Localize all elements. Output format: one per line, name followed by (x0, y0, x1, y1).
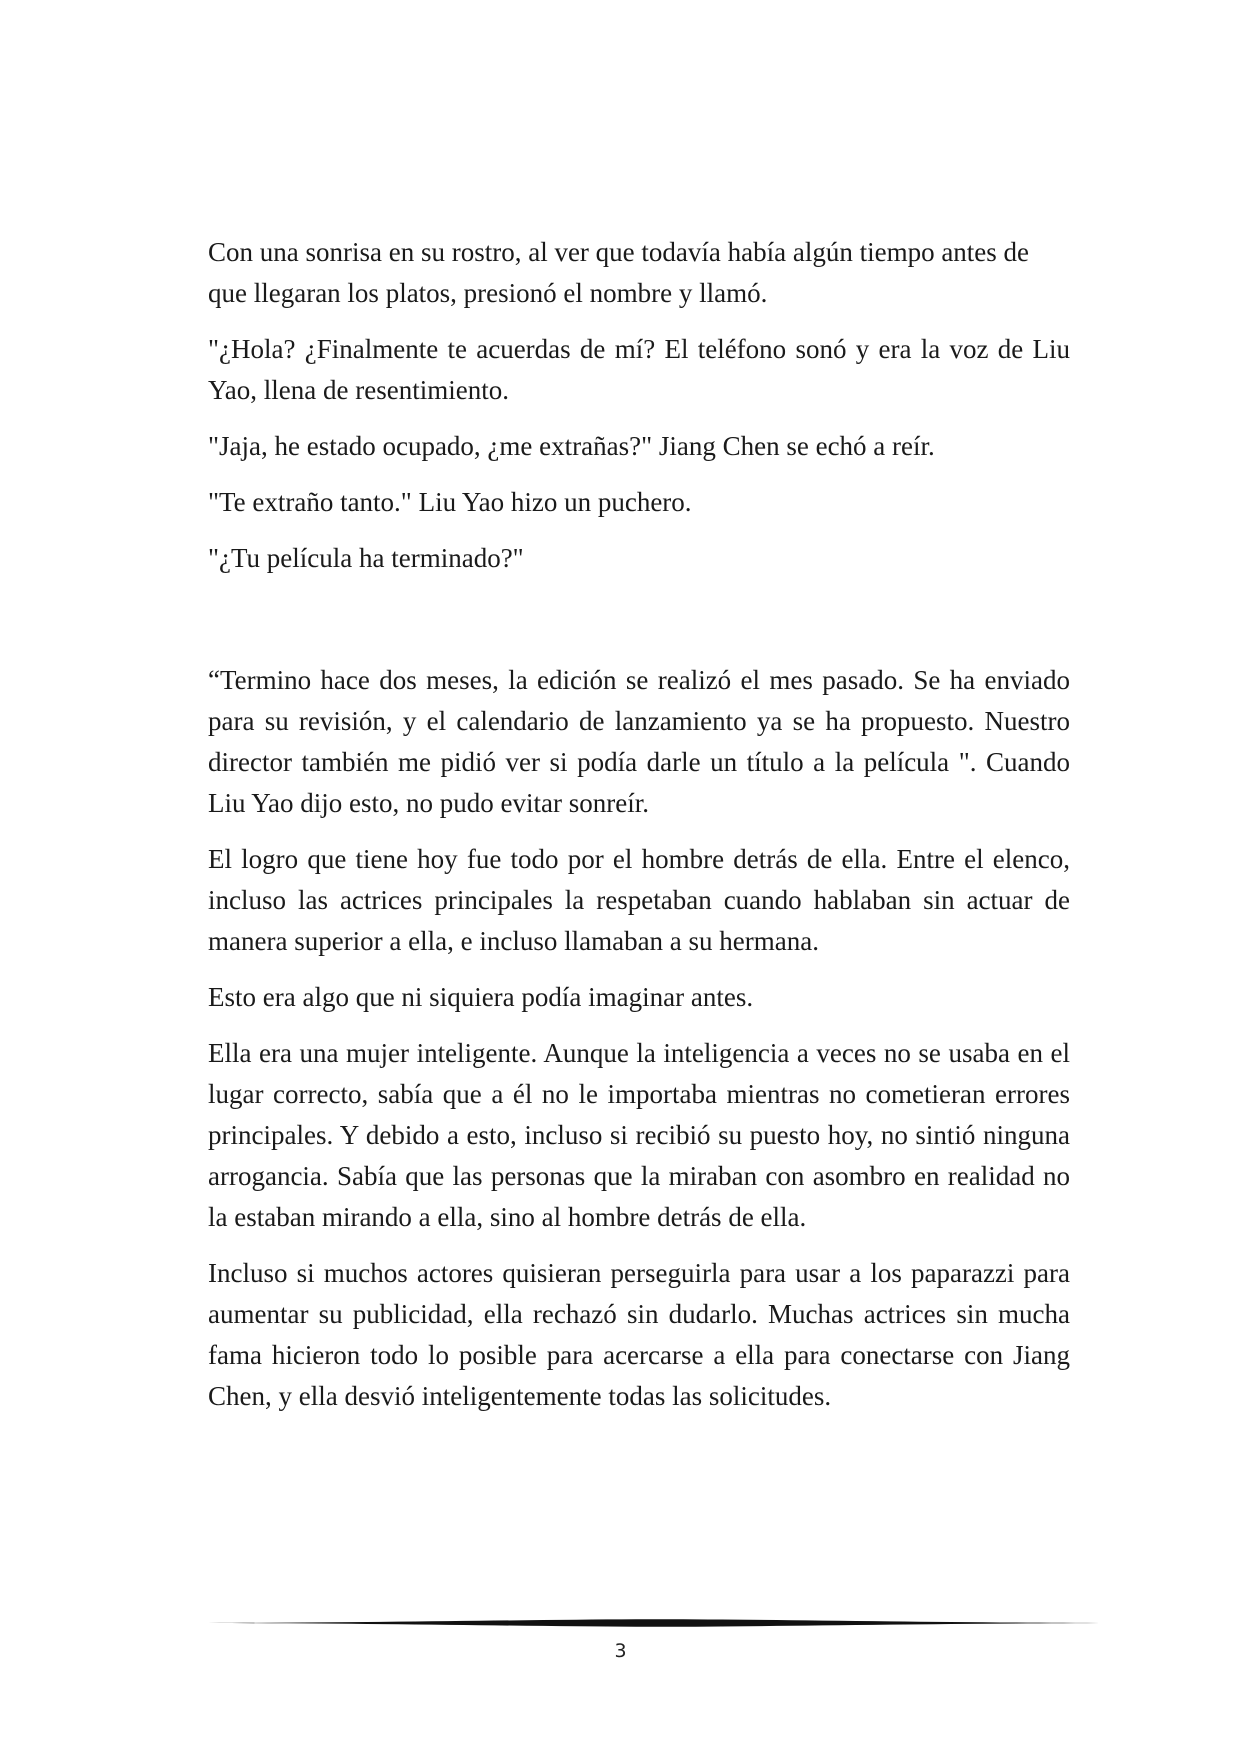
paragraph-1: Con una sonrisa en su rostro, al ver que todavía había algún tiempo antes de que llegaran los platos, presionó el nombre y llamó. (208, 237, 1030, 308)
section-gap (208, 594, 1070, 660)
page-number: 3 (614, 1640, 627, 1662)
page-body (208, 232, 1070, 1432)
paragraph-6: “Termino hace dos meses, la edición se realizó el mes pasado. Se ha enviado para su revisión, y el calendario de lanzamiento ya se ha propuesto. Nuestro director también me pidió ver si podía darle un título a la película ". Cuando Liu Yao dijo esto, no pudo evitar sonreír. (208, 665, 1070, 818)
paragraph-7: El logro que tiene hoy fue todo por el hombre detrás de ella. Entre el elenco, incluso las actrices principales la respetaban cuando hablaban sin actuar de manera superior a ella, e incluso llamaban a su hermana. (208, 844, 1070, 956)
paragraph-8: Esto era algo que ni siquiera podía imaginar antes. (208, 982, 754, 1012)
paragraph-9: Ella era una mujer inteligente. Aunque la inteligencia a veces no se usaba en el lugar correcto, sabía que a él no le importaba mientras no cometieran errores principales. Y debido a esto, incluso si recibió su puesto hoy, no sintió ninguna arrogancia. Sabía que las personas que la miraban con asombro en realidad no la estaban mirando a ella, sino al hombre detrás de ella. (208, 1038, 1070, 1232)
paragraph-10: Incluso si muchos actores quisieran perseguirla para usar a los paparazzi para aumentar su publicidad, ella rechazó sin dudarlo. Muchas actrices sin mucha fama hicieron todo lo posible para acercarse a ella para conectarse con Jiang Chen, y ella desvió inteligentemente todas las solicitudes. (208, 1258, 1070, 1411)
footer-rule (208, 1618, 1112, 1628)
paragraph-4: "Te extraño tanto." Liu Yao hizo un puchero. (208, 487, 692, 517)
paragraph-5: "¿Tu película ha terminado?" (208, 543, 524, 573)
paragraph-3: "Jaja, he estado ocupado, ¿me extrañas?" Jiang Chen se echó a reír. (208, 431, 935, 461)
paragraph-2: "¿Hola? ¿Finalmente te acuerdas de mí? El teléfono sonó y era la voz de Liu Yao, llena de resentimiento. (208, 334, 1070, 405)
